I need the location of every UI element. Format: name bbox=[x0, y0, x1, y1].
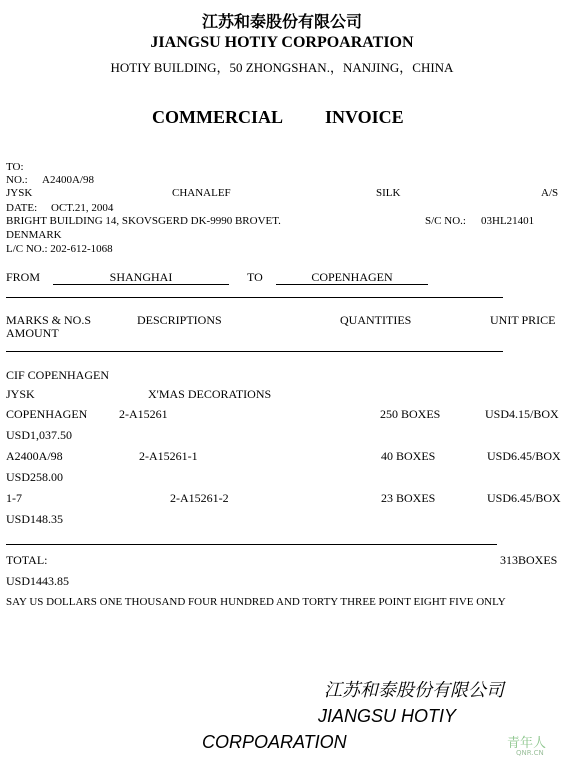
col-quantities: QUANTITIES bbox=[340, 313, 412, 327]
col-amount: AMOUNT bbox=[6, 326, 59, 340]
no-value: A2400A/98 bbox=[42, 174, 94, 186]
item-qty: 250 BOXES bbox=[380, 407, 441, 421]
item-price: USD4.15/BOX bbox=[485, 407, 559, 421]
to-value: COPENHAGEN bbox=[311, 270, 393, 284]
item-mark: COPENHAGEN bbox=[6, 407, 88, 421]
item-qty: 23 BOXES bbox=[381, 491, 436, 505]
to-label: TO bbox=[247, 270, 263, 284]
buyer-country: DENMARK bbox=[6, 229, 62, 241]
to-label: TO: bbox=[6, 161, 24, 173]
no-label: NO.: bbox=[6, 174, 28, 186]
col-marks: MARKS & NO.S bbox=[6, 313, 92, 327]
date-value: OCT.21, 2004 bbox=[51, 202, 114, 214]
item-mark: 1-7 bbox=[6, 491, 22, 505]
to-underline bbox=[276, 284, 428, 285]
from-label: FROM bbox=[6, 270, 41, 284]
col-descriptions: DESCRIPTIONS bbox=[137, 313, 222, 327]
item-code: 2-A15261-1 bbox=[139, 449, 198, 463]
item-code: 2-A15261-2 bbox=[170, 491, 229, 505]
item-qty: 40 BOXES bbox=[381, 449, 436, 463]
item-amount: USD258.00 bbox=[6, 470, 64, 484]
company-address: HOTIY BUILDING，50 ZHONGSHAN.，NANJING，CHINA bbox=[110, 60, 454, 75]
from-value: SHANGHAI bbox=[109, 270, 173, 284]
item-amount: USD1,037.50 bbox=[6, 428, 73, 442]
company-name-en: JIANGSU HOTIY CORPOARATION bbox=[150, 34, 414, 51]
item-mark: A2400A/98 bbox=[6, 449, 63, 463]
buyer-name-2: CHANALEF bbox=[172, 187, 231, 199]
watermark-logo-cn: 青年人 bbox=[507, 736, 547, 751]
watermark-url: QNR.CN bbox=[516, 749, 544, 757]
doc-title-commercial: COMMERCIAL bbox=[152, 107, 283, 127]
from-underline bbox=[53, 284, 229, 285]
col-unit-price: UNIT PRICE bbox=[490, 313, 556, 327]
item-code: 2-A15261 bbox=[119, 407, 168, 421]
total-quantity: 313BOXES bbox=[500, 553, 558, 567]
shipping-mark-1: JYSK bbox=[6, 387, 35, 401]
item-price: USD6.45/BOX bbox=[487, 491, 561, 505]
total-label: TOTAL: bbox=[6, 553, 48, 567]
buyer-name-1: JYSK bbox=[6, 187, 33, 199]
item-price: USD6.45/BOX bbox=[487, 449, 561, 463]
amount-in-words: SAY US DOLLARS ONE THOUSAND FOUR HUNDRED AND TORTY THREE POINT EIGHT FIVE ONLY bbox=[6, 596, 506, 608]
goods-description: X'MAS DECORATIONS bbox=[148, 387, 272, 401]
sc-value: 03HL21401 bbox=[481, 215, 535, 227]
total-divider bbox=[6, 544, 497, 545]
buyer-name-4: A/S bbox=[541, 187, 559, 199]
lc-number: L/C NO.: 202-612-1068 bbox=[6, 243, 113, 255]
signature-company-en-2: CORPOARATION bbox=[202, 732, 347, 752]
buyer-address: BRIGHT BUILDING 14, SKOVSGERD DK-9990 BROVET. bbox=[6, 215, 281, 227]
total-amount: USD1443.85 bbox=[6, 574, 70, 588]
signature-company-cn: 江苏和泰股份有限公司 bbox=[324, 680, 504, 700]
sc-label: S/C NO.: bbox=[425, 215, 466, 227]
buyer-name-3: SILK bbox=[376, 187, 401, 199]
price-terms: CIF COPENHAGEN bbox=[6, 368, 110, 382]
header-divider bbox=[6, 351, 503, 352]
date-label: DATE: bbox=[6, 202, 38, 214]
route-divider bbox=[6, 297, 503, 298]
doc-title-invoice: INVOICE bbox=[325, 107, 404, 127]
signature-company-en-1: JIANGSU HOTIY bbox=[318, 706, 457, 726]
item-amount: USD148.35 bbox=[6, 512, 64, 526]
company-name-cn: 江苏和泰股份有限公司 bbox=[201, 14, 362, 31]
